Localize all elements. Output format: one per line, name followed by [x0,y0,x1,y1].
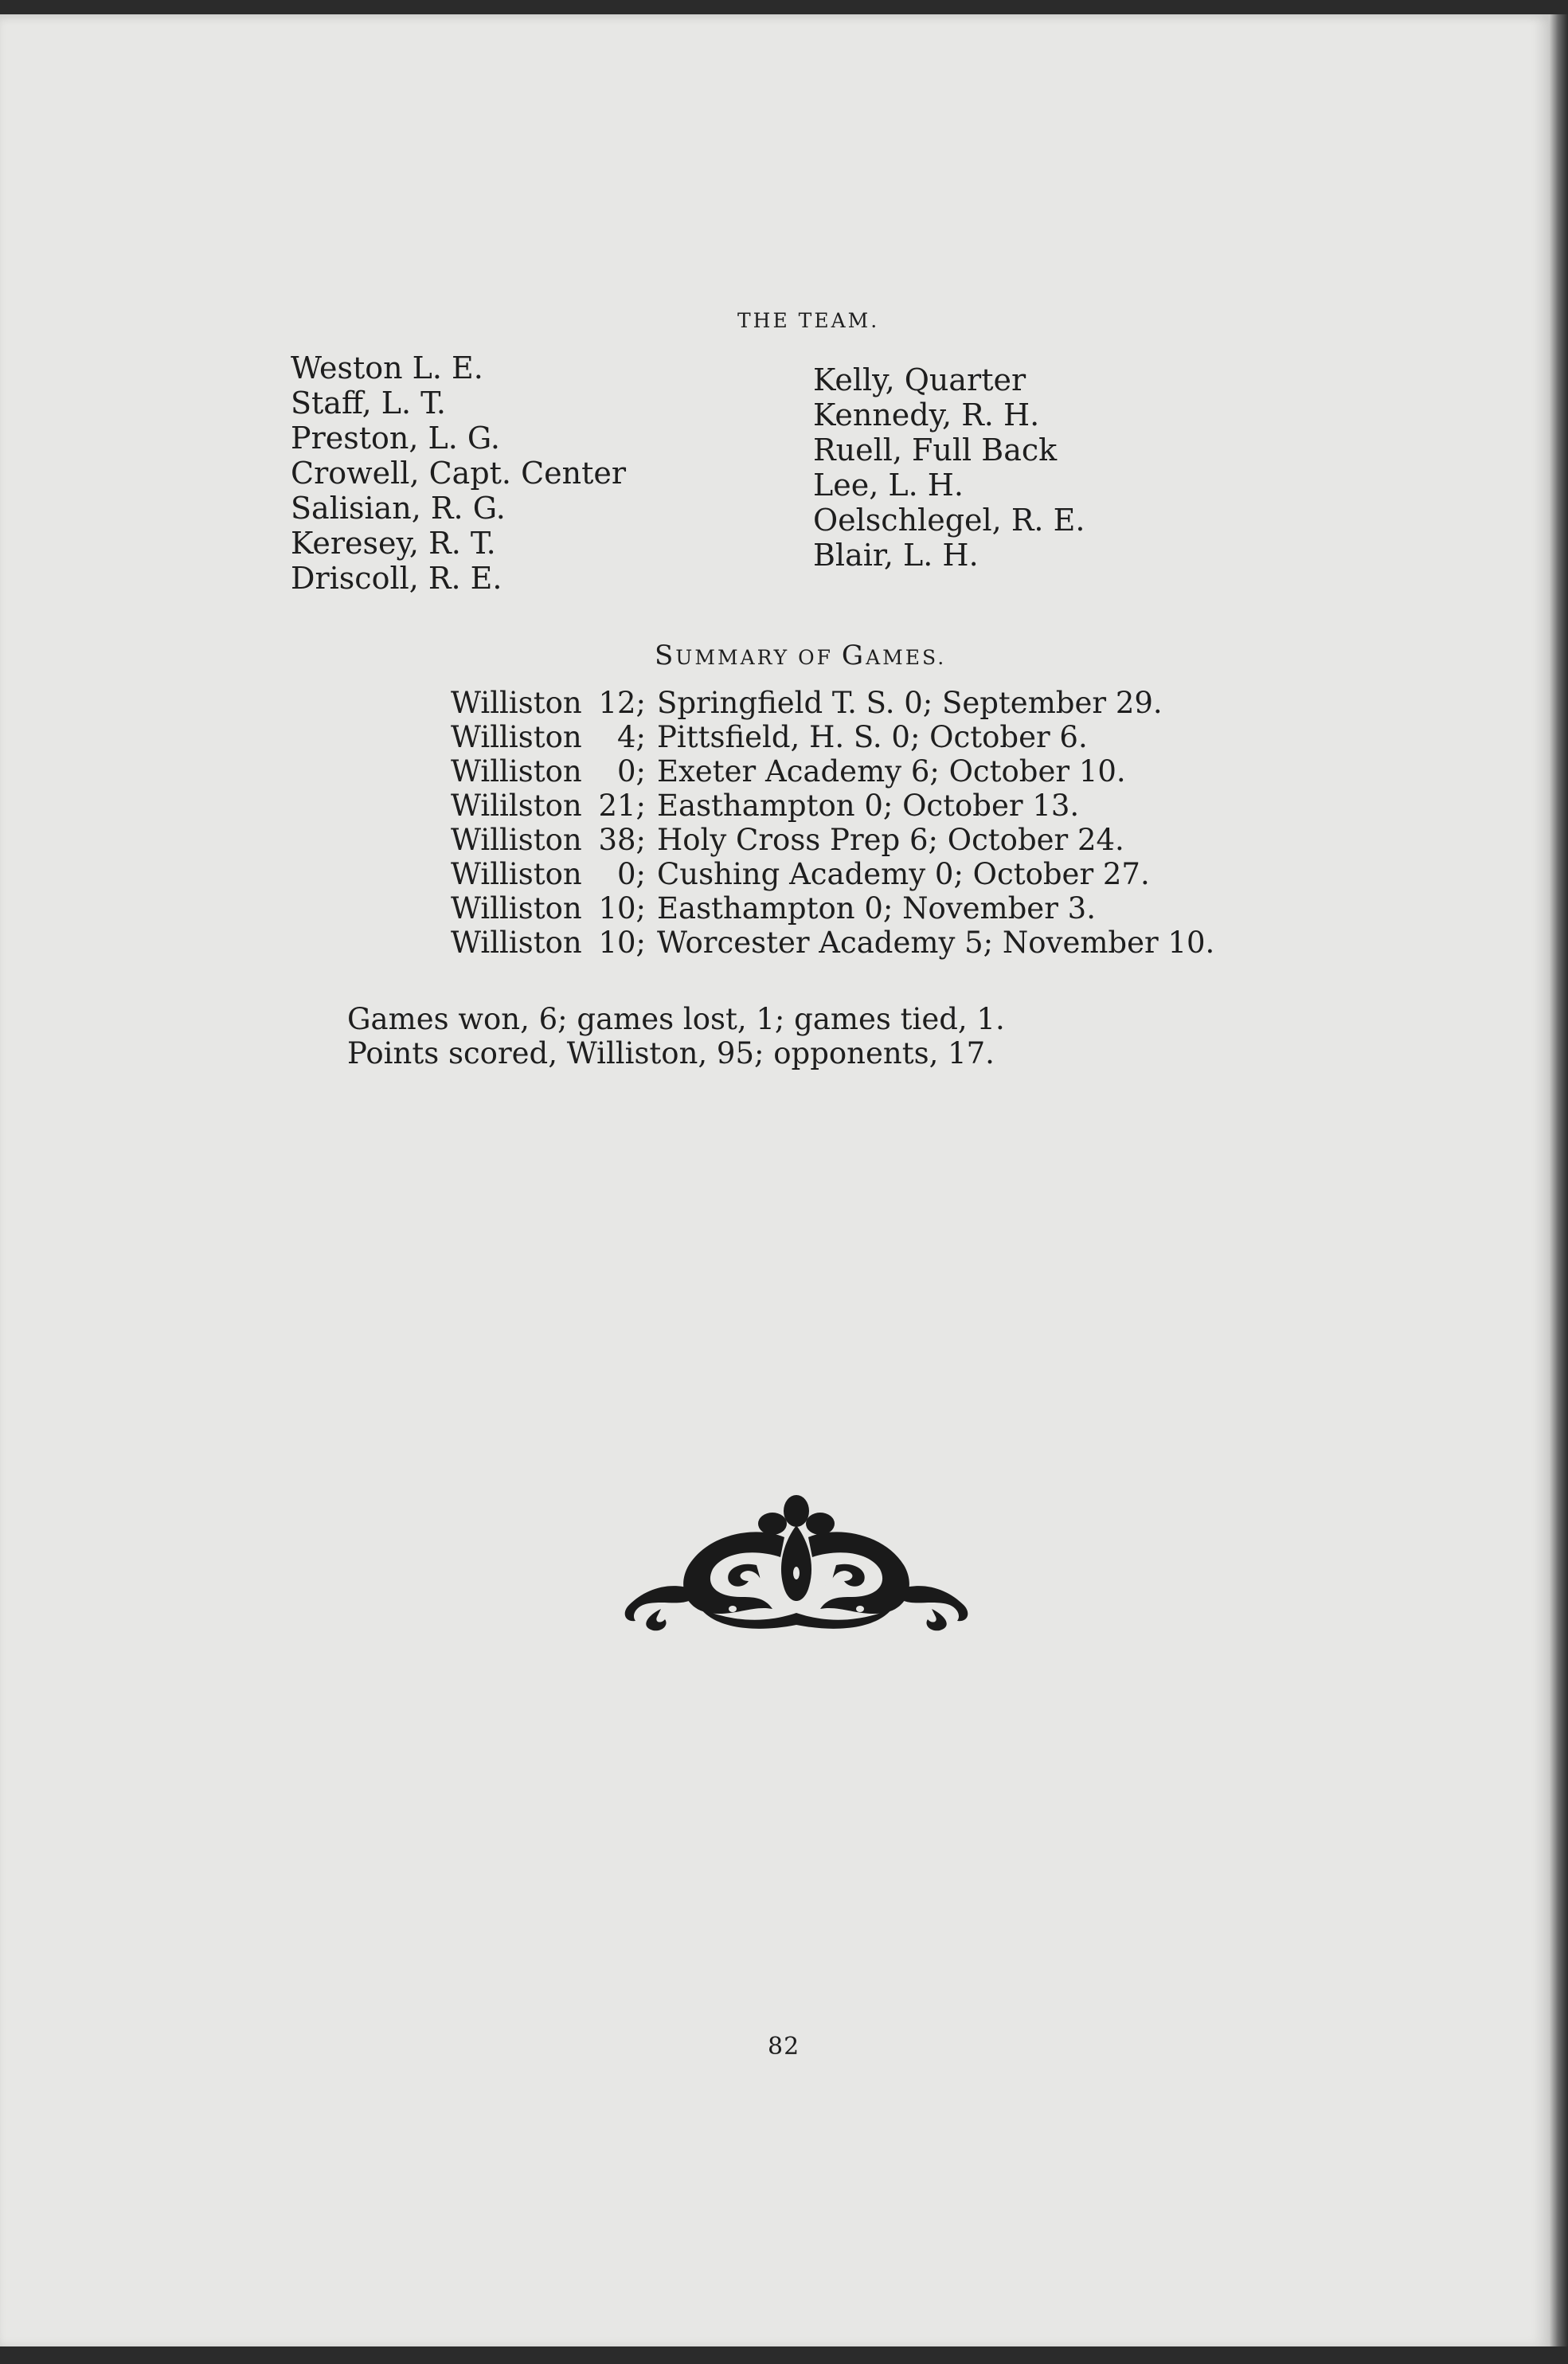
game-score: 12; [598,686,646,720]
player-entry: Oelschlegel, R. E. [813,503,1085,538]
player-entry: Blair, L. H. [813,538,979,573]
floral-ornament-icon [613,1478,980,1637]
summary-heading [655,640,946,671]
game-row [451,857,1214,891]
player-entry: Crowell, Capt. Center [291,456,627,491]
game-team: Williston [451,823,582,857]
games-list [451,686,1214,960]
game-row [451,823,1214,857]
game-row [451,754,1214,789]
game-score: 0; [616,754,646,789]
season-totals [347,1002,1005,1070]
game-opponent-date: Worcester Academy 5; November 10. [657,926,1215,960]
summary-heading-initial: G [841,640,866,671]
game-team: Williston [451,926,582,960]
page-edge [1549,14,1568,2346]
game-team: Williston [451,720,582,754]
book-page [0,14,1549,2346]
game-team: Williston [451,891,582,926]
game-row [451,686,1214,720]
game-row [451,926,1214,960]
game-team: Williston [451,857,582,891]
player-entry: Kelly, Quarter [813,362,1026,397]
game-row [451,891,1214,926]
game-team: Wililston [451,789,582,823]
game-team: Williston [451,686,582,720]
game-score: 21; [598,789,646,823]
game-opponent-date: Pittsfield, H. S. 0; October 6. [657,720,1088,754]
team-heading: THE TEAM. [737,309,880,332]
page-number: 82 [768,2033,800,2061]
game-opponent-date: Easthampton 0; November 3. [657,891,1096,926]
game-opponent-date: Cushing Academy 0; October 27. [657,857,1150,891]
game-opponent-date: Exeter Academy 6; October 10. [657,754,1126,789]
player-entry: Staff, L. T. [291,386,446,421]
game-opponent-date: Springfield T. S. 0; September 29. [657,686,1163,720]
team-right-column [813,362,1085,573]
player-entry: Driscoll, R. E. [291,561,502,596]
player-entry: Ruell, Full Back [813,432,1058,468]
player-entry: Salisian, R. G. [291,491,506,526]
summary-heading-initial: S [655,640,676,671]
game-score: 38; [598,823,646,857]
game-opponent-date: Easthampton 0; October 13. [657,789,1080,823]
season-record: Games won, 6; games lost, 1; games tied, 1. [347,1002,1005,1036]
season-points: Points scored, Williston, 95; opponents, 17. [347,1036,995,1070]
game-team: Williston [451,754,582,789]
game-score: 10; [598,891,646,926]
player-entry: Weston L. E. [291,350,483,386]
player-entry: Lee, L. H. [813,468,964,503]
player-entry: Kennedy, R. H. [813,397,1040,432]
summary-heading-smallcaps: UMMARY OF [675,646,842,669]
game-row [451,789,1214,823]
team-left-column [291,350,626,596]
player-entry: Preston, L. G. [291,421,500,456]
player-entry: Keresey, R. T. [291,526,496,561]
game-score: 0; [616,857,646,891]
game-opponent-date: Holy Cross Prep 6; October 24. [657,823,1124,857]
game-row [451,720,1214,754]
game-score: 4; [616,720,646,754]
summary-heading-smallcaps: AMES. [866,646,947,669]
game-score: 10; [598,926,646,960]
